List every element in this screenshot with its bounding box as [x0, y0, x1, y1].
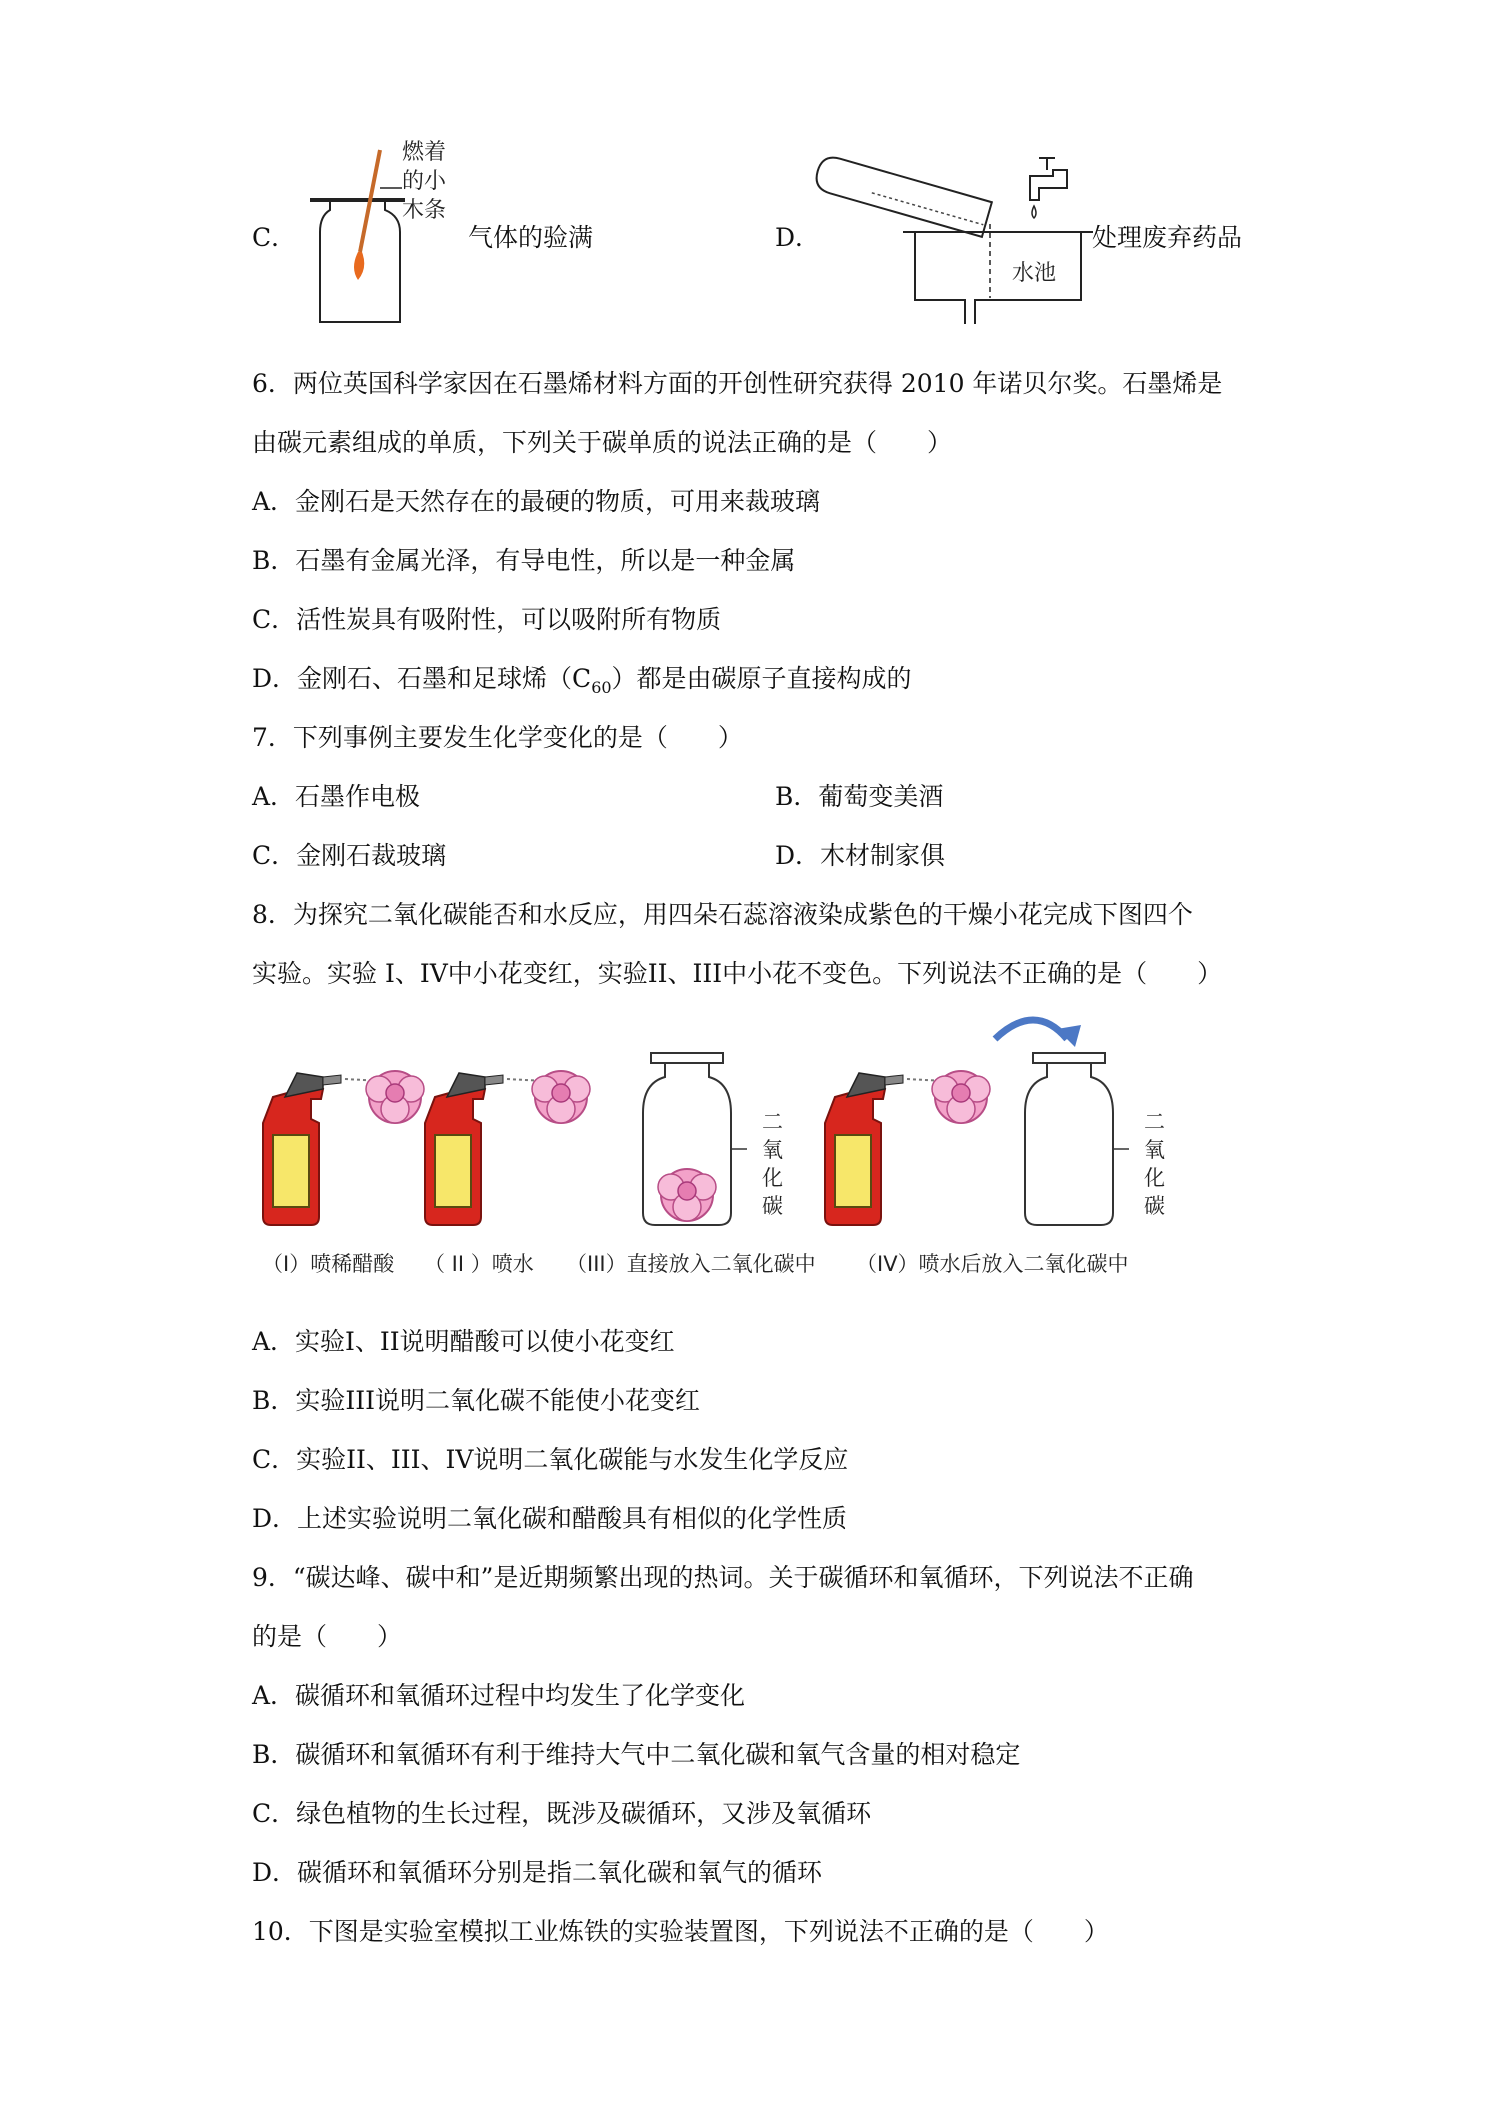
q8-jar-label-iii [762, 1108, 783, 1220]
q5-c-label-line-3: 木条 [402, 198, 447, 223]
q6-option-d-text-post: ）都是由碳原子直接构成的 [611, 664, 912, 693]
q6-option-a: A．金刚石是天然存在的最硬的物质，可用来裁玻璃 [252, 487, 821, 516]
q5-c-label-line-1: 燃着 [402, 140, 447, 165]
q5-option-c-letter: C． [252, 223, 297, 252]
q8-jar-label-iv-char-4: 碳 [1144, 1194, 1165, 1218]
q5-option-c-caption: 气体的验满 [468, 223, 594, 252]
q8-option-b: B．实验III说明二氧化碳不能使小花变红 [252, 1386, 700, 1415]
q6-option-c: C．活性炭具有吸附性，可以吸附所有物质 [252, 605, 722, 634]
q8-jar-label-iv-char-3: 化 [1144, 1166, 1165, 1190]
q7-option-d: D．木材制家俱 [775, 841, 946, 870]
q7-option-b: B．葡萄变美酒 [775, 782, 944, 811]
q8-caption-ii: （ II ）喷水 [424, 1252, 534, 1276]
q8-jar-label-iii-char-2: 氧 [762, 1138, 783, 1162]
q9-stem-line-1: 9．“碳达峰、碳中和”是近期频繁出现的热词。关于碳循环和氧循环，下列说法不正确 [252, 1563, 1194, 1592]
q9-option-c: C．绿色植物的生长过程，既涉及碳循环，又涉及氧循环 [252, 1799, 872, 1828]
q8-jar-label-iii-char-3: 化 [762, 1166, 783, 1190]
q5-option-d-caption: 处理废弃药品 [1092, 223, 1243, 252]
q8-jar-label-iii-char-1: 二 [762, 1110, 783, 1134]
q5-d-figure-sink [815, 148, 1095, 328]
q9-option-b: B．碳循环和氧循环有利于维持大气中二氧化碳和氧气含量的相对稳定 [252, 1740, 1021, 1769]
q8-stem-line-1: 8．为探究二氧化碳能否和水反应，用四朵石蕊溶液染成紫色的干燥小花完成下图四个 [252, 900, 1193, 929]
q7-option-c: C．金刚石裁玻璃 [252, 841, 447, 870]
q10-stem: 10．下图是实验室模拟工业炼铁的实验装置图，下列说法不正确的是（ ） [252, 1917, 1109, 1946]
q8-experiment-figure [255, 1015, 1175, 1255]
q6-option-d-subscript: 60 [591, 678, 612, 697]
q8-option-d: D．上述实验说明二氧化碳和醋酸具有相似的化学性质 [252, 1504, 848, 1533]
q8-caption-iv: （IV）喷水后放入二氧化碳中 [856, 1252, 1129, 1276]
q8-caption-i: （I）喷稀醋酸 [262, 1252, 395, 1276]
q9-option-d: D．碳循环和氧循环分别是指二氧化碳和氧气的循环 [252, 1858, 823, 1887]
q6-stem-line-2: 由碳元素组成的单质，下列关于碳单质的说法正确的是（ ） [252, 428, 953, 457]
q5-c-label-line-2: 的小 [402, 169, 447, 194]
q7-stem: 7．下列事例主要发生化学变化的是（ ） [252, 723, 743, 752]
q8-jar-label-iv-char-1: 二 [1144, 1110, 1165, 1134]
q5-option-d-letter: D． [775, 223, 821, 252]
q9-option-a: A．碳循环和氧循环过程中均发生了化学变化 [252, 1681, 746, 1710]
q6-option-d [252, 659, 912, 697]
q5-d-figure-label: 水池 [1012, 261, 1057, 286]
q6-stem-line-1: 6．两位英国科学家因在石墨烯材料方面的开创性研究获得 2010 年诺贝尔奖。石墨烯是 [252, 369, 1223, 398]
q5-c-figure-label [402, 138, 446, 225]
q8-jar-label-iv [1144, 1108, 1165, 1220]
q8-option-c: C．实验II、III、IV说明二氧化碳能与水发生化学反应 [252, 1445, 849, 1474]
q8-option-a: A．实验I、II说明醋酸可以使小花变红 [252, 1327, 675, 1356]
q6-option-d-text-pre: D．金刚石、石墨和足球烯（C [252, 664, 592, 693]
q8-stem-line-2: 实验。实验 I、IV中小花变红，实验II、III中小花不变色。下列说法不正确的是（ ） [252, 959, 1223, 988]
q8-caption-iii: （III）直接放入二氧化碳中 [566, 1252, 816, 1276]
q8-jar-label-iv-char-2: 氧 [1144, 1138, 1165, 1162]
q6-option-b: B．石墨有金属光泽，有导电性，所以是一种金属 [252, 546, 796, 575]
q9-stem-line-2: 的是（ ） [252, 1622, 403, 1651]
q8-jar-label-iii-char-4: 碳 [762, 1194, 783, 1218]
q7-option-a: A．石墨作电极 [252, 782, 421, 811]
